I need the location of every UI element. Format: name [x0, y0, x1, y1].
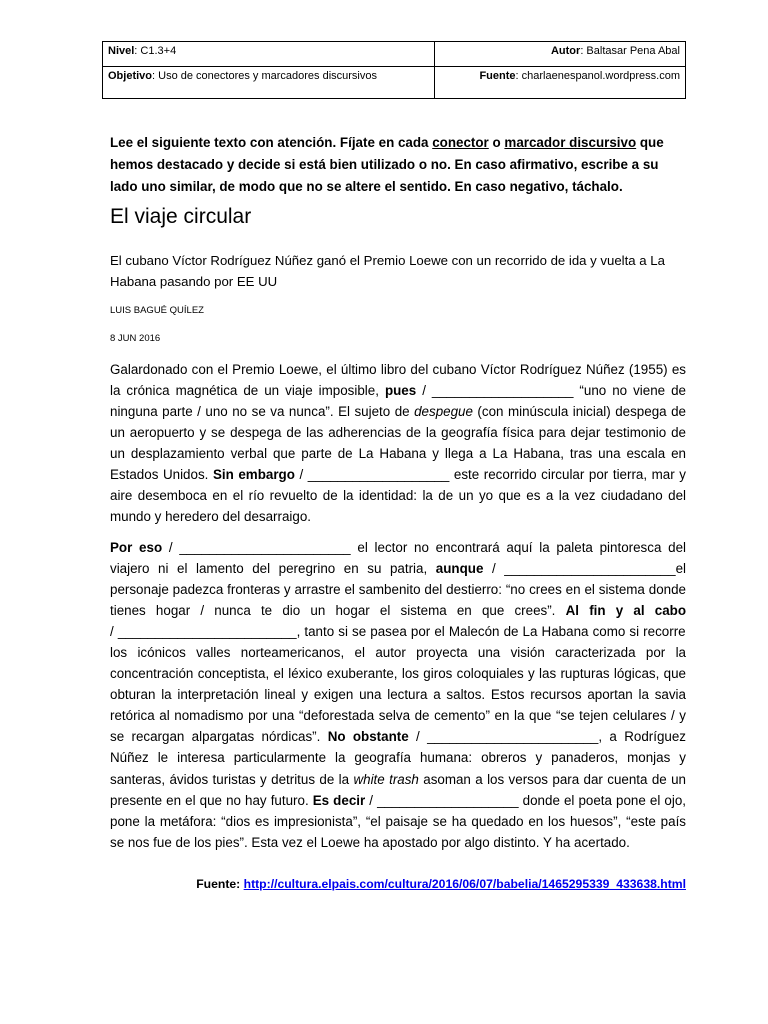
article-date: 8 JUN 2016 — [110, 333, 161, 344]
intro-text-3: que hemos destacado y decide si está bien utilizado o no. En caso afirmativo, escribe a su lado uno similar, de modo que no se altere el sentido. En caso negativo, táchalo. — [110, 135, 664, 194]
objetivo-value: : Uso de conectores y marcadores discursivos — [152, 70, 377, 82]
article-title: El viaje circular — [110, 205, 252, 228]
fuente-label: Fuente — [479, 70, 516, 82]
intro-marcador: marcador discursivo — [504, 135, 637, 150]
intro-text-2: o — [488, 135, 505, 150]
p2-text-6: donde el poeta pone el ojo, pone la metáfora: “dios es impresionista”, “el paisaje se ha quedado en los huesos”, “este país se nos fue de los pies”. Esta vez el Loewe ha apostado por algo distinto. Y ha acertado. — [110, 792, 686, 850]
p1-text-1: Galardonado con el Premio Loewe, el último libro del cubano Víctor Rodríguez Núñez (1955) es la crónica magnética de un viaje imposible, — [110, 362, 686, 399]
blank-1: / ___________________ — [416, 383, 574, 399]
connector-aunque: aunque — [435, 561, 484, 577]
header-table — [102, 41, 686, 99]
connector-pues: pues — [384, 383, 417, 399]
objetivo-cell — [103, 67, 435, 99]
p2-text-2: el personaje padezca fronteras y arrastre el sambenito del destierro: “no crees en el sistema donde tienes hogar / nunca te dio un hogar el sistema en que crees”. — [110, 561, 686, 619]
article-subtitle: El cubano Víctor Rodríguez Núñez ganó el Premio Loewe con un recorrido de ida y vuelta a La Habana pasando por EE UU — [110, 253, 665, 289]
p1-text-4: este recorrido circular por tierra, mar y aire desemboca en el río revuelto de la identidad: la de un yo que es a la vez ciudadano del mundo y heredero del desarraigo. — [110, 467, 686, 525]
p2-text-3: , tanto si se pasea por el Malecón de La Habana como si recorre los icónicos valles norteamericanos, el autor proyecta una visión caracterizada por la concentración conceptista, el léxico exuberante, los giros coloquiales y las rupturas lógicas, que obturan la interpretación lineal y exigen una lectura a saltos. Estos recursos aportan la savia retórica al nomadismo por una “deforestada selva de cemento” en la que “se tejen celulares / y se recargan alpargatas nórdicas”. — [110, 624, 686, 745]
objetivo-label: Objetivo — [108, 70, 153, 82]
connector-sin-embargo: Sin embargo — [212, 467, 295, 483]
intro-text-1: Lee el siguiente texto con atención. Fíjate en cada — [110, 135, 433, 150]
p1-text-2: “uno no viene de ninguna parte / uno no se va nunca”. El sujeto de — [110, 383, 686, 420]
blank-6: / _______________________ — [408, 729, 599, 745]
p2-text-5: asoman a los versos para dar cuenta de un presente en el que no hay futuro. — [110, 771, 686, 808]
connector-es-decir: Es decir — [312, 792, 366, 808]
instructions — [110, 132, 688, 198]
blank-7: / ___________________ — [365, 792, 519, 808]
p1-text-3: (con minúscula inicial) despega de un aeropuerto y se despega de las adherencias de la geografía física para dejar testimonio de un desplazamiento verbal que parte de La Habana y llega a La Habana, tras una escala en Estados Unidos. — [110, 404, 686, 483]
source-line — [196, 877, 686, 891]
italic-despegue: despegue — [414, 404, 473, 420]
blank-3: / _______________________ — [162, 540, 351, 555]
source-link[interactable]: http://cultura.elpais.com/cultura/2016/06/07/babelia/1465295339_433638.html — [243, 877, 686, 891]
source-label: Fuente: — [196, 877, 244, 891]
blank-5: / ________________________ — [110, 624, 297, 640]
blank-2: / ___________________ — [294, 467, 450, 483]
connector-por-eso: Por eso — [110, 540, 163, 555]
nivel-cell — [103, 42, 435, 67]
p2-text-4: , a Rodríguez Núñez le interesa particularmente la geografía humana: obreros y panaderos, monjas y santeras, ávidos turistas y detritus de la — [110, 729, 687, 787]
paragraph-2 — [110, 537, 686, 853]
fuente-value: : charlaenespanol.wordpress.com — [515, 70, 680, 82]
article-author: LUIS BAGUÉ QUÍLEZ — [110, 305, 204, 316]
autor-label: Autor — [550, 45, 581, 57]
nivel-label: Nivel — [108, 45, 135, 57]
connector-al-fin-y-al-cabo: Al fin y al cabo — [565, 603, 687, 619]
p2-text-1: el lector no encontrará aquí la paleta pintoresca del viajero ni el lamento del peregrino en su patria, — [110, 540, 686, 577]
paragraph-1 — [110, 359, 686, 527]
intro-conector: conector — [432, 135, 489, 150]
autor-cell — [435, 42, 686, 67]
nivel-value: : C1.3+4 — [134, 45, 177, 57]
blank-4: / _______________________ — [483, 561, 676, 577]
autor-value: : Baltasar Pena Abal — [580, 45, 680, 57]
fuente-cell — [435, 67, 686, 99]
connector-no-obstante: No obstante — [327, 729, 409, 745]
italic-white-trash: white trash — [353, 771, 419, 787]
